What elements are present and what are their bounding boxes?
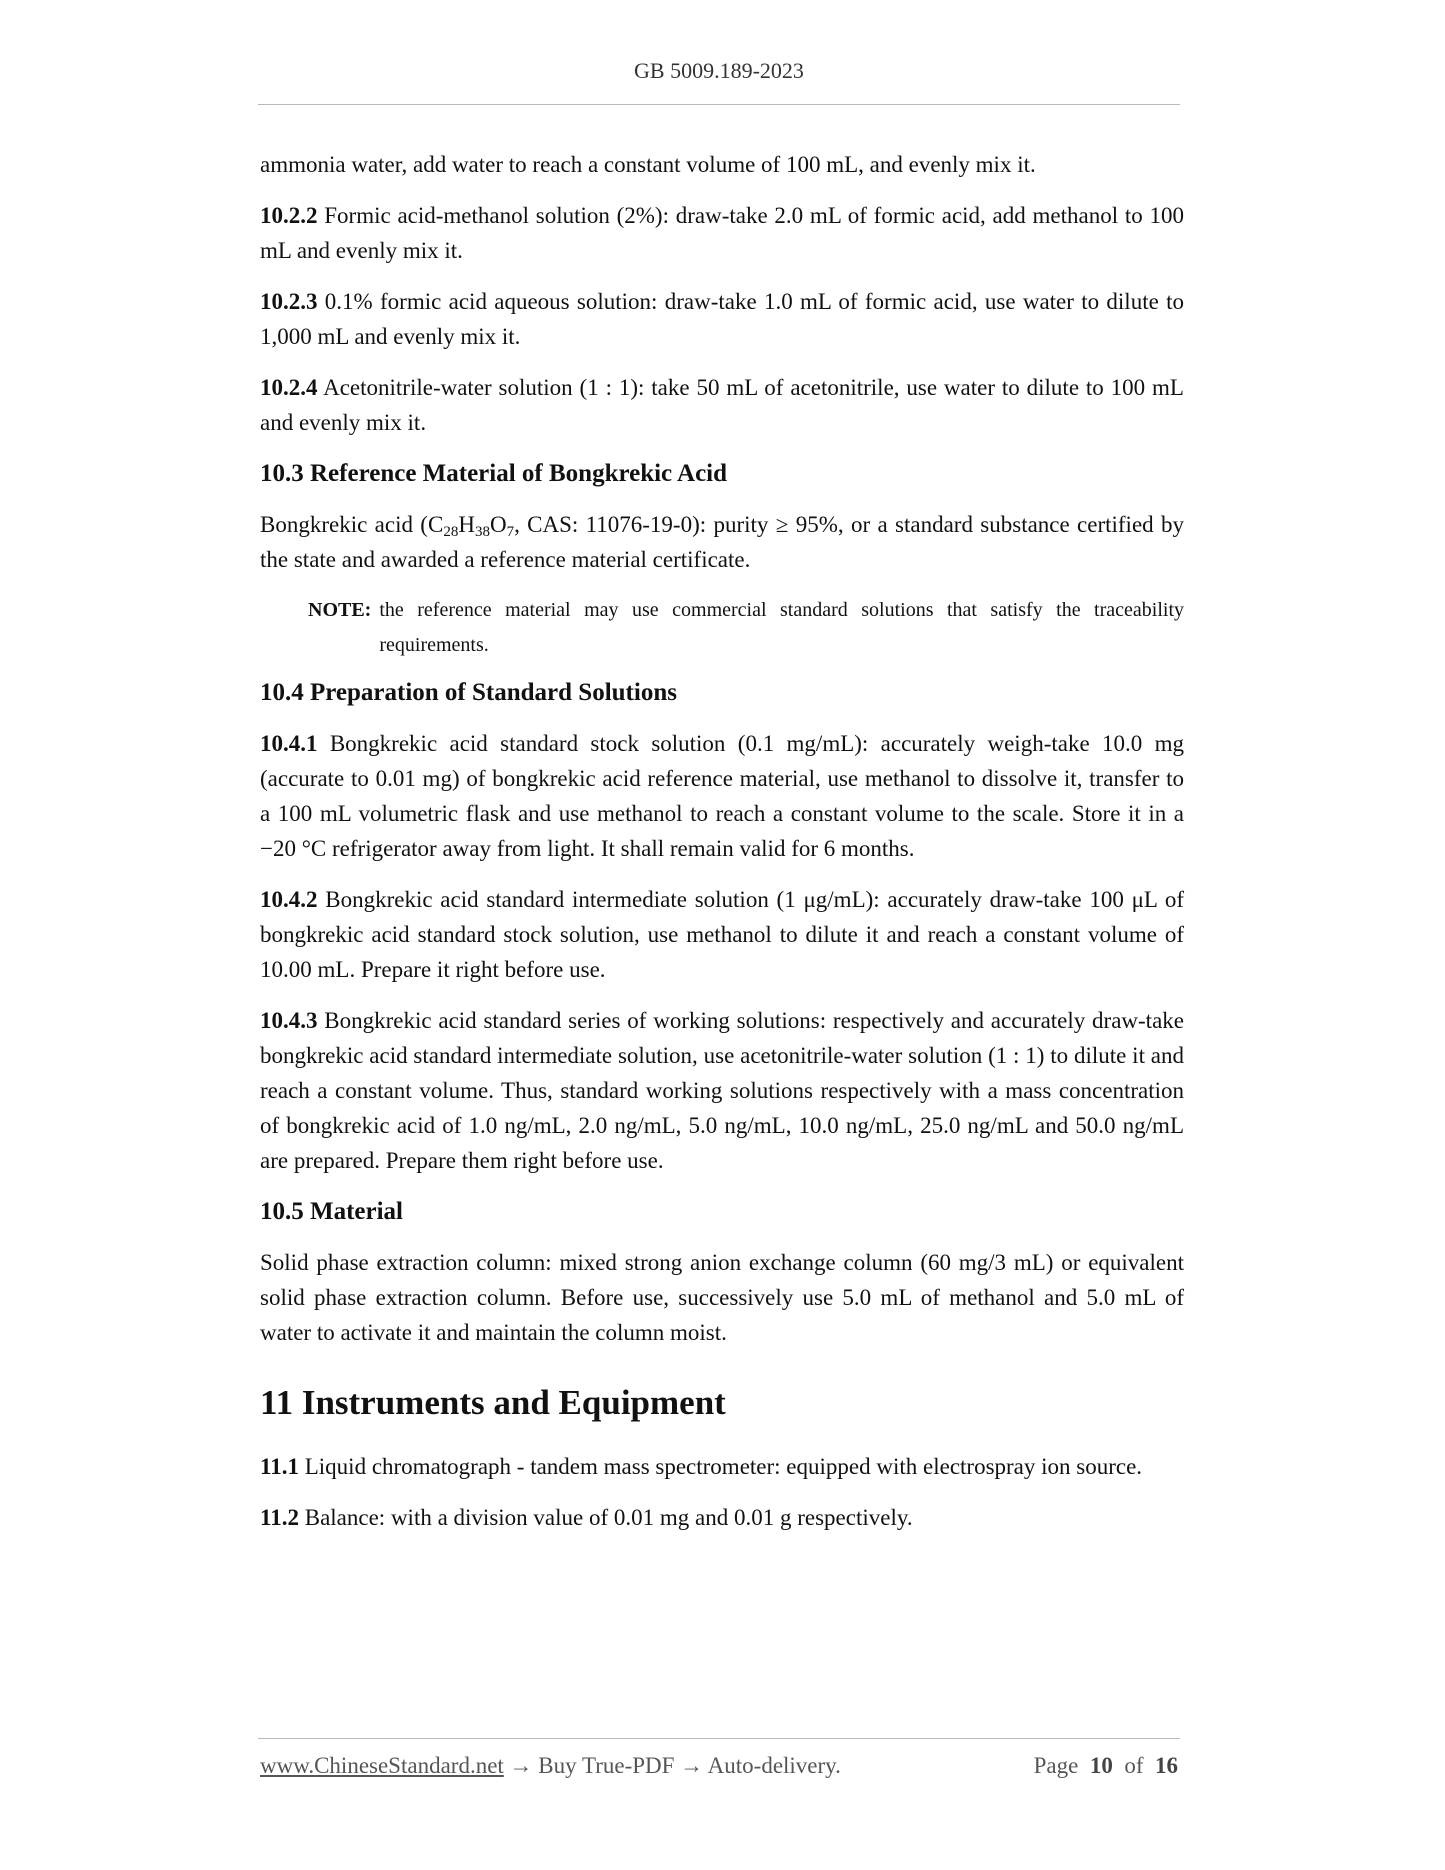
clause-number: 10.2.3 (260, 289, 318, 314)
clause-11-1 (260, 1449, 1184, 1484)
section-heading-10-5: 10.5 Material (260, 1198, 404, 1225)
note-text: the reference material may use commercial standard solutions that satisfy the traceability requirements. (379, 599, 1184, 656)
clause-number: 11.1 (260, 1454, 299, 1479)
clause-text: 0.1% formic acid aqueous solution: draw-take 1.0 mL of formic acid, use water to dilute to 1,000 mL and evenly mix it. (260, 289, 1184, 349)
clause-10-4-3 (260, 1003, 1184, 1178)
clause-11-2 (260, 1500, 1184, 1535)
chapter-heading-11: 11 Instruments and Equipment (260, 1383, 726, 1422)
reference-material-paragraph (260, 507, 1184, 577)
section-heading-10-3: 10.3 Reference Material of Bongkrekic Acid (260, 460, 728, 487)
clause-10-4-2 (260, 882, 1184, 987)
footer-promo (260, 1753, 841, 1779)
clause-text: Formic acid-methanol solution (2%): draw-take 2.0 mL of formic acid, add methanol to 100 mL and evenly mix it. (260, 203, 1184, 263)
clause-number: 11.2 (260, 1505, 299, 1530)
formula-subscript: 7 (506, 524, 515, 540)
page-label: Page (1033, 1753, 1079, 1778)
header-divider (258, 104, 1180, 105)
clause-number: 10.4.2 (260, 887, 318, 912)
section-heading-10-4: 10.4 Preparation of Standard Solutions (260, 679, 677, 706)
page-number (1034, 1753, 1178, 1779)
website-link[interactable]: www.ChineseStandard.net (260, 1753, 504, 1778)
total-pages: 16 (1155, 1753, 1178, 1778)
clause-10-4-1 (260, 726, 1184, 866)
clause-text: Acetonitrile-water solution (1 : 1): take 50 mL of acetonitrile, use water to dilute to 100 mL and evenly mix it. (260, 375, 1184, 435)
clause-number: 10.4.3 (260, 1008, 318, 1033)
ref-text-start: Bongkrekic acid ( (260, 512, 428, 537)
clause-number: 10.2.4 (260, 375, 318, 400)
document-body (260, 147, 1184, 1535)
formula-hydrogen: H (458, 512, 475, 537)
formula-carbon: C (427, 512, 444, 537)
clause-text: Bongkrekic acid standard series of working solutions: respectively and accurately draw-take bongkrekic acid standard intermediate solution, use acetonitrile-water solution (1 : 1) to dilute it and reach a constant volume. Thus, standard working solutions respectively with a mass concentration of bongkrekic acid of 1.0 ng/mL, 2.0 ng/mL, 5.0 ng/mL, 10.0 ng/mL, 25.0 ng/mL and 50.0 ng/mL are prepared. Prepare them right before use. (260, 1008, 1184, 1173)
clause-10-2-2 (260, 198, 1184, 268)
note-label: NOTE: (308, 599, 372, 621)
clause-text: Bongkrekic acid standard stock solution (0.1 mg/mL): accurately weigh-take 10.0 mg (accurate to 0.01 mg) of bongkrekic acid reference material, use methanol to dissolve it, transfer to a 100 mL volumetric flask and use methanol to reach a constant volume to the scale. Store it in a −20 °C refrigerator away from light. It shall remain valid for 6 months. (260, 731, 1184, 861)
note-block (308, 593, 1184, 663)
formula-subscript: 38 (474, 524, 490, 540)
clause-text: Liquid chromatograph - tandem mass spectrometer: equipped with electrospray ion source. (298, 1454, 1143, 1479)
clause-10-2-3 (260, 284, 1184, 354)
clause-text: Bongkrekic acid standard intermediate solution (1 μg/mL): accurately draw-take 100 μL of bongkrekic acid standard stock solution, use methanol to dilute it and reach a constant volume of 10.00 mL. Prepare it right before use. (260, 887, 1184, 982)
current-page: 10 (1089, 1753, 1113, 1778)
ref-text-end: , CAS: 11076-19-0): purity ≥ 95%, or a standard substance certified by the state and awarded a reference material certificate. (260, 512, 1185, 572)
of-label: of (1124, 1753, 1144, 1778)
clause-number: 10.4.1 (260, 731, 318, 756)
paragraph-continuation: ammonia water, add water to reach a constant volume of 100 mL, and evenly mix it. (260, 152, 1036, 177)
footer-promo-text: → Buy True-PDF → Auto-delivery. (503, 1753, 841, 1778)
page-header: GB 5009.189-2023 (634, 58, 804, 83)
formula-oxygen: O (489, 512, 507, 537)
clause-text: Balance: with a division value of 0.01 mg and 0.01 g respectively. (298, 1505, 913, 1530)
clause-number: 10.2.2 (260, 203, 318, 228)
formula-subscript: 28 (443, 524, 459, 540)
material-paragraph: Solid phase extraction column: mixed strong anion exchange column (60 mg/3 mL) or equivalent solid phase extraction column. Before use, successively use 5.0 mL of methanol and 5.0 mL of water to activate it and maintain the column moist. (260, 1250, 1184, 1345)
footer-divider (258, 1738, 1180, 1739)
page-footer (260, 1753, 1178, 1787)
clause-10-2-4 (260, 370, 1184, 440)
